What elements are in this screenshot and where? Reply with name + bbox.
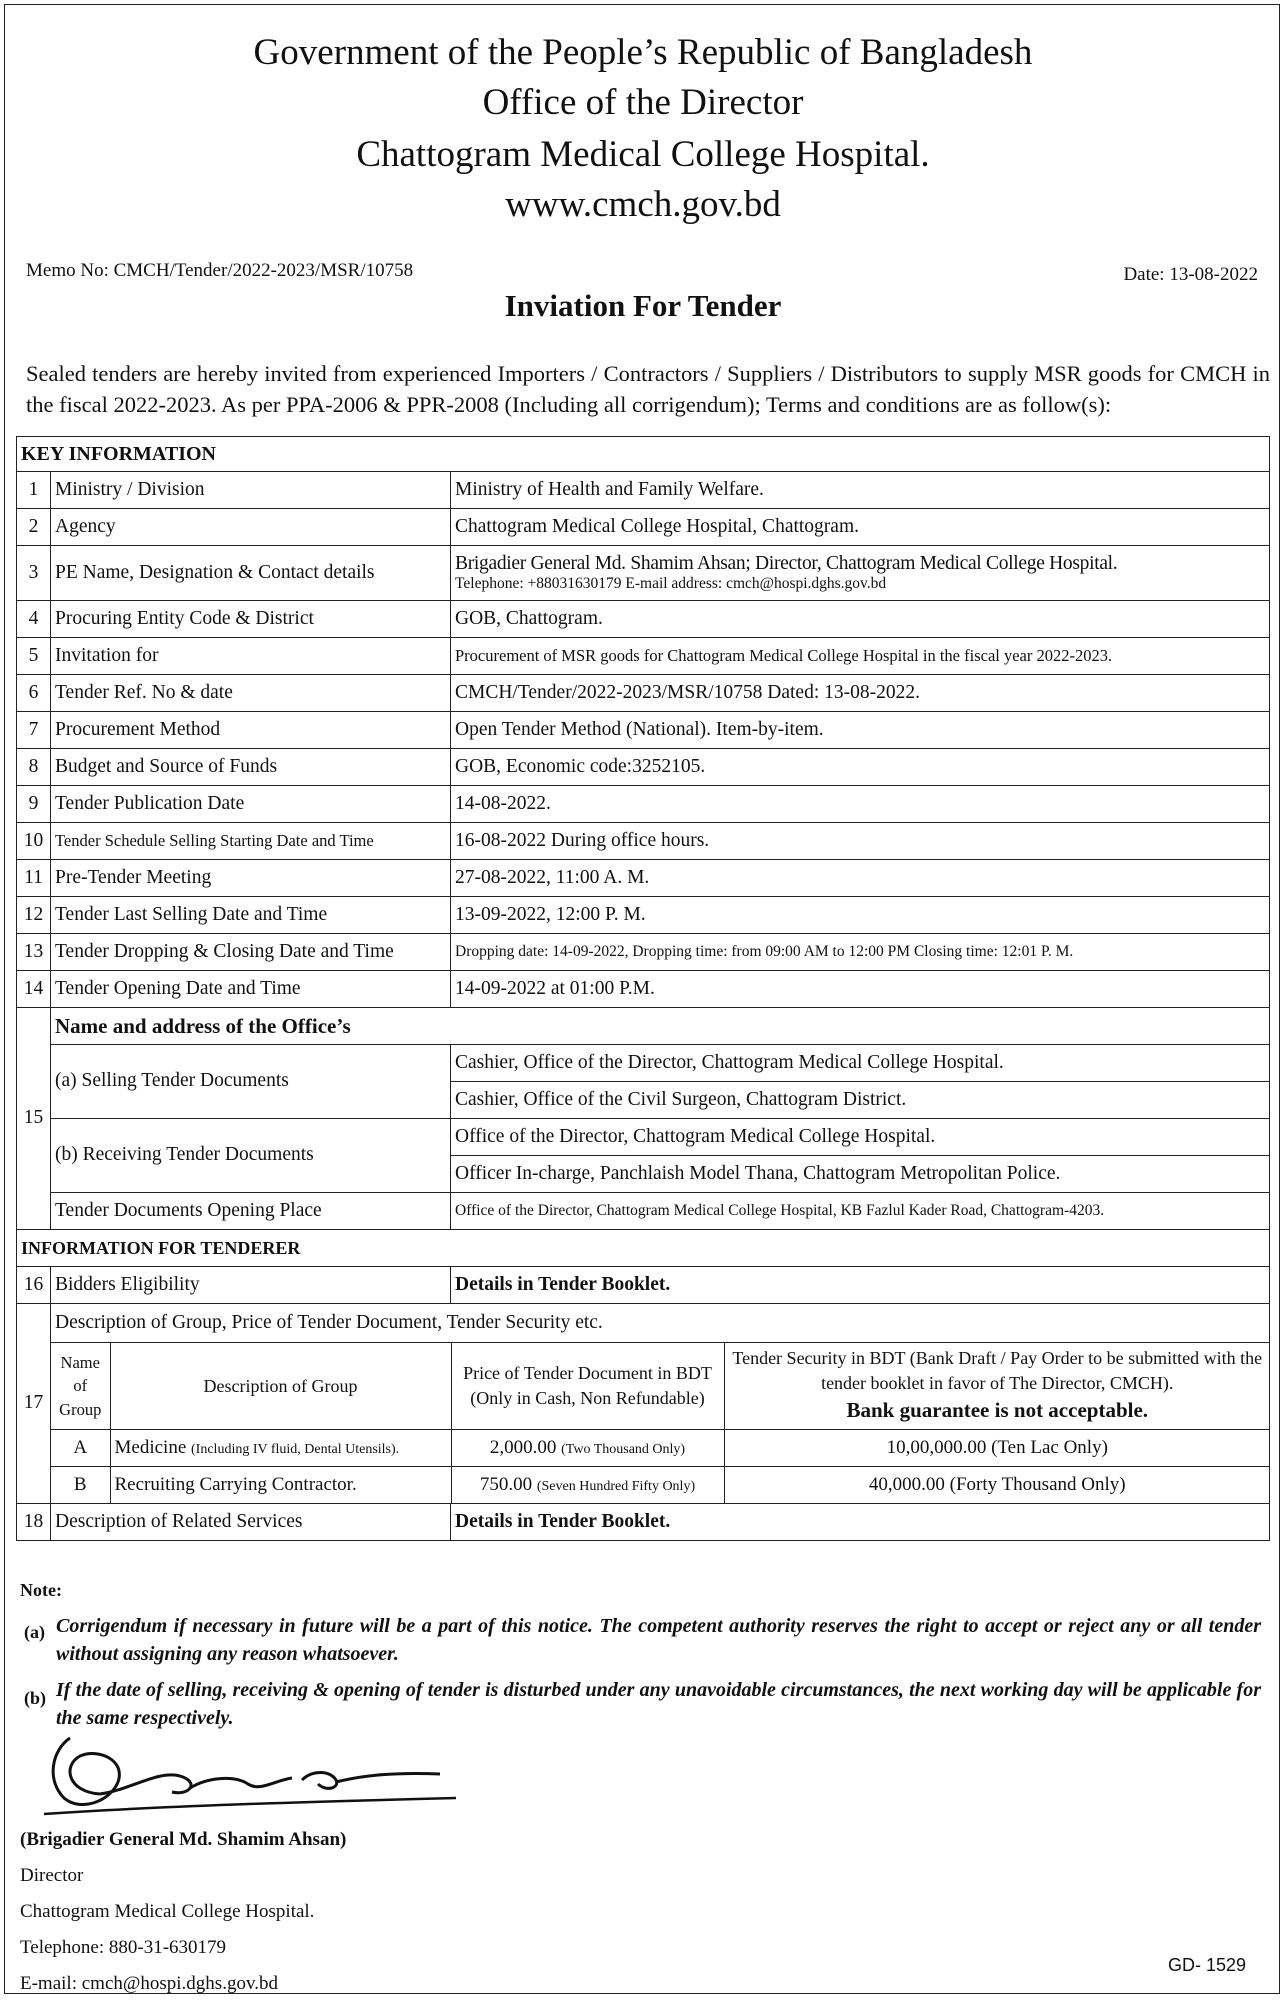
table-row: 11 Pre-Tender Meeting 27-08-2022, 11:00 A. M. [17,860,1270,897]
office-heading: Office of the Director [482,82,804,123]
table-row: 8 Budget and Source of Funds GOB, Economic code:3252105. [17,749,1270,786]
table-row: B Recruiting Carrying Contractor. 750.00 (Seven Hundred Fifty Only) 40,000.00 (Forty Thousand Only) [51,1467,1270,1504]
govt-heading: Government of the People’s Republic of Bangladesh [253,32,1033,73]
signatory-block [20,1822,346,2002]
table-row: Tender Documents Opening Place Office of the Director, Chattogram Medical College Hospital, KB Fazlul Kader Road, Chattogram-4203. [17,1193,1270,1230]
note-a-label: (a) [24,1622,45,1642]
table-row: (b) Receiving Tender Documents Office of the Director, Chattogram Medical College Hospital. [17,1119,1270,1156]
table-row: 12 Tender Last Selling Date and Time 13-09-2022, 12:00 P. M. [17,897,1270,934]
key-info-heading: KEY INFORMATION [17,437,1270,472]
signatory-telephone: Telephone: 880-31-630179 [20,1937,227,1958]
table-row: 2 Agency Chattogram Medical College Hospital, Chattogram. [17,509,1270,546]
website: www.cmch.gov.bd [505,184,781,225]
col-security: Tender Security in BDT (Bank Draft / Pay Order to be submitted with the tender booklet in favor of The Director, CMCH). [732,1348,1263,1394]
tenderer-heading: INFORMATION FOR TENDERER [17,1230,1270,1267]
table-row: 4 Procuring Entity Code & District GOB, Chattogram. [17,601,1270,638]
table-row: (a) Selling Tender Documents Cashier, Office of the Director, Chattogram Medical College Hospital. [17,1045,1270,1082]
gd-number: GD- 1529 [1167,1955,1246,1975]
groups-heading: Description of Group, Price of Tender Document, Tender Security etc. [51,1304,1270,1343]
memo-date: Date: 13-08-2022 [1123,264,1258,285]
hospital-heading: Chattogram Medical College Hospital. [356,134,930,175]
intro-paragraph: Sealed tenders are hereby invited from experienced Importers / Contractors / Suppliers / Distributors to supply MSR goods for CMCH in the fiscal 2022-2023. As per PPA-2006 & PPR-2008 (Including all corrigendum); Terms and conditions are as follow(s): [26,361,1270,417]
table-row: 16 Bidders Eligibility Details in Tender Booklet. [17,1267,1270,1304]
table-row: 6 Tender Ref. No & date CMCH/Tender/2022-2023/MSR/10758 Dated: 13-08-2022. [17,675,1270,712]
col-security-note: Bank guarantee is not acceptable. [846,1398,1149,1423]
note-heading: Note: [20,1580,62,1600]
signatory-name: (Brigadier General Md. Shamim Ahsan) [20,1829,347,1850]
table-row: Officer In-charge, Panchlaish Model Thana, Chattogram Metropolitan Police. [17,1156,1270,1193]
table-row: 3 PE Name, Designation & Contact details Brigadier General Md. Shamim Ahsan; Director, Chattogram Medical College Hospital. Telephone: +88031630179 E-mail address: cmch@hospi.dghs.gov.bd [17,546,1270,601]
note-b: If the date of selling, receiving & opening of tender is disturbed under any unavoidable circumstances, the next working day will be applicable for the same respectively. [56,1679,1261,1729]
offices-heading: Name and address of the Office’s [51,1008,1270,1045]
table-row: A Medicine (Including IV fluid, Dental Utensils). 2,000.00 (Two Thousand Only) 10,00,000.00 (Ten Lac Only) [51,1430,1270,1467]
col-name-of-group: Name of Group [51,1343,110,1430]
table-row: 17 Description of Group, Price of Tender Document, Tender Security etc. [17,1304,1270,1343]
table-row: 15 Name and address of the Office’s [17,1008,1270,1045]
table-row: 7 Procurement Method Open Tender Method (National). Item-by-item. [17,712,1270,749]
table-row: 5 Invitation for Procurement of MSR goods for Chattogram Medical College Hospital in the fiscal year 2022-2023. [17,638,1270,675]
table-row: 14 Tender Opening Date and Time 14-09-2022 at 01:00 P.M. [17,971,1270,1008]
table-row: 10 Tender Schedule Selling Starting Date and Time 16-08-2022 During office hours. [17,823,1270,860]
signature-image [40,1730,460,1820]
table-row: 1 Ministry / Division Ministry of Health and Family Welfare. [17,472,1270,509]
signatory-office: Chattogram Medical College Hospital. [20,1901,315,1922]
notice-title: Inviation For Tender [504,288,782,323]
note-b-label: (b) [24,1688,46,1708]
note-a: Corrigendum if necessary in future will be a part of this notice. The competent authority reserves the right to accept or reject any or all tender without assigning any reason whatsoever. [56,1615,1261,1665]
table-row: 13 Tender Dropping & Closing Date and Time Dropping date: 14-09-2022, Dropping time: from 09:00 AM to 12:00 PM Closing time: 12:01 P. M. [17,934,1270,971]
tender-info-table [16,436,1270,1541]
col-price: Price of Tender Document in BDT (Only in Cash, Non Refundable) [451,1343,724,1430]
table-row: 18 Description of Related Services Details in Tender Booklet. [17,1504,1270,1541]
pe-contact: Telephone: +88031630179 E-mail address: cmch@hospi.dghs.gov.bd [455,575,887,593]
table-row: Cashier, Office of the Civil Surgeon, Chattogram District. [17,1082,1270,1119]
signatory-designation: Director [20,1865,84,1886]
table-row: 9 Tender Publication Date 14-08-2022. [17,786,1270,823]
groups-table [51,1343,1270,1503]
memo-number: Memo No: CMCH/Tender/2022-2023/MSR/10758 [26,260,414,281]
col-description: Description of Group [110,1343,451,1430]
pe-name: Brigadier General Md. Shamim Ahsan; Director, Chattogram Medical College Hospital. [455,552,1118,574]
signatory-email: E-mail: cmch@hospi.dghs.gov.bd [20,1973,278,1994]
